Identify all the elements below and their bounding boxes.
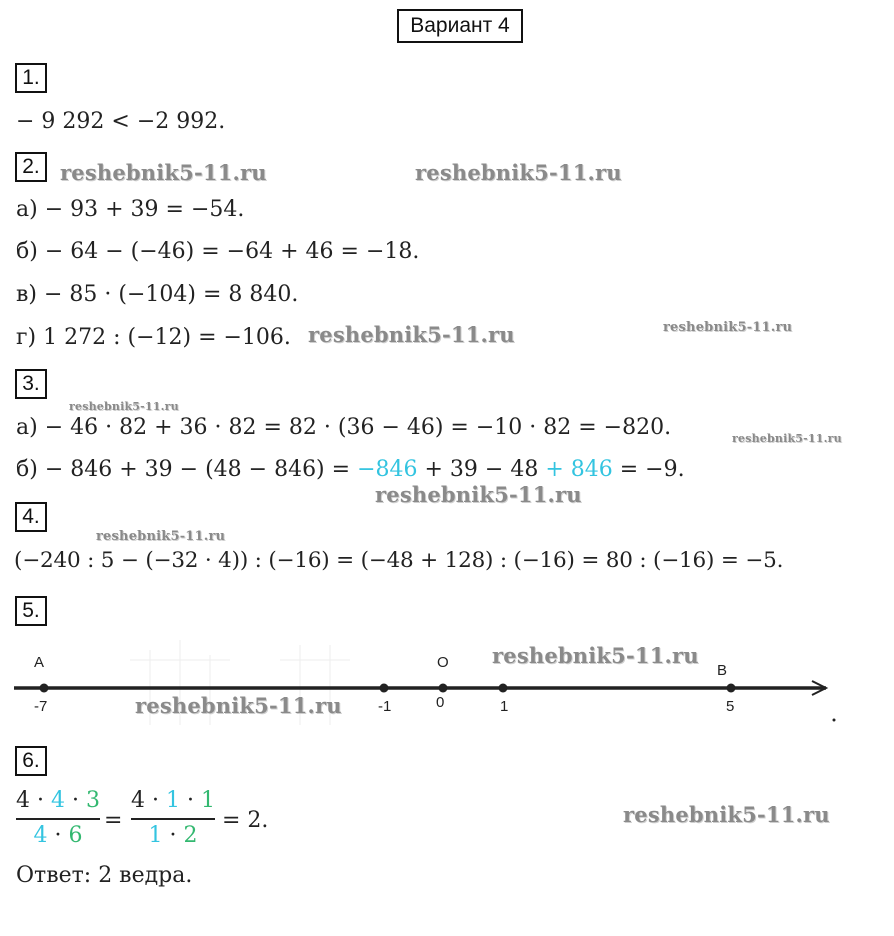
point-b bbox=[727, 684, 736, 693]
f2-num-c: · bbox=[179, 788, 201, 813]
task-4-number: 4. bbox=[15, 502, 47, 532]
variant-title: Вариант 4 bbox=[397, 9, 523, 43]
f2-num-d: 1 bbox=[200, 788, 215, 813]
fraction-1 bbox=[16, 786, 100, 851]
watermark: reshebnik5-11.ru bbox=[623, 802, 830, 827]
point-a bbox=[40, 684, 49, 693]
f1-num-c: · bbox=[64, 788, 86, 813]
task-5-number: 5. bbox=[15, 596, 47, 626]
task-3-b-pre: б) − 846 + 39 − (48 − 846) = bbox=[16, 457, 358, 482]
task-1-number: 1. bbox=[15, 63, 47, 93]
f1-num-b: 4 bbox=[50, 788, 65, 813]
label-b: B bbox=[717, 662, 728, 679]
fraction-1-denominator bbox=[33, 821, 82, 851]
task-1-line: − 9 292 < −2 992. bbox=[16, 109, 226, 134]
f1-den-a: 4 bbox=[33, 822, 48, 848]
watermark: reshebnik5-11.ru bbox=[663, 320, 793, 335]
watermark: reshebnik5-11.ru bbox=[375, 482, 582, 507]
label-a: A bbox=[34, 654, 45, 671]
fraction-2-bar bbox=[131, 818, 215, 820]
tick-label-one: 1 bbox=[500, 698, 509, 715]
task-4-line: (−240 : 5 − (−32 · 4)) : (−16) = (−48 + 128) : (−16) = 80 : (−16) = −5. bbox=[14, 548, 784, 573]
fraction-1-bar bbox=[16, 818, 100, 820]
task-3-b-highlight-1: −846 bbox=[357, 457, 418, 482]
dot-mark bbox=[833, 719, 836, 722]
fraction-2 bbox=[131, 786, 215, 851]
task-6-number: 6. bbox=[15, 746, 47, 776]
fraction-1-numerator bbox=[16, 786, 100, 816]
task-3-a: а) − 46 · 82 + 36 · 82 = 82 · (36 − 46) = −10 · 82 = −820. bbox=[16, 415, 672, 440]
task-2-c: в) − 85 · (−104) = 8 840. bbox=[16, 282, 299, 307]
watermark: reshebnik5-11.ru bbox=[60, 160, 267, 185]
watermark: reshebnik5-11.ru bbox=[492, 643, 699, 668]
point-origin bbox=[439, 684, 448, 693]
tick-label-minus-1: -1 bbox=[378, 698, 392, 715]
point-minus-one bbox=[380, 684, 389, 693]
watermark: reshebnik5-11.ru bbox=[308, 322, 515, 347]
task-3-number: 3. bbox=[15, 369, 47, 399]
f1-den-c: 6 bbox=[68, 822, 83, 848]
f1-den-b: · bbox=[47, 822, 69, 848]
task-2-number: 2. bbox=[15, 152, 47, 182]
task-2-a: а) − 93 + 39 = −54. bbox=[16, 197, 245, 222]
task-3-b-post: = −9. bbox=[612, 457, 685, 482]
equals-1: = bbox=[104, 808, 123, 833]
point-one bbox=[499, 684, 508, 693]
tick-label-five: 5 bbox=[726, 698, 735, 715]
watermark: reshebnik5-11.ru bbox=[69, 400, 179, 413]
f1-num-a: 4 · bbox=[16, 788, 51, 813]
f2-den-c: 2 bbox=[183, 822, 198, 848]
fraction-2-denominator bbox=[148, 821, 197, 851]
watermark: reshebnik5-11.ru bbox=[135, 693, 342, 718]
watermark: reshebnik5-11.ru bbox=[415, 160, 622, 185]
tick-label-zero: 0 bbox=[436, 694, 445, 711]
task-3-b bbox=[16, 456, 685, 484]
task-3-b-mid: + 39 − 48 bbox=[417, 457, 546, 482]
f2-den-b: · bbox=[162, 822, 184, 848]
f2-num-a: 4 · bbox=[131, 788, 166, 813]
task-6-result: = 2. bbox=[222, 808, 269, 833]
task-2-b: б) − 64 − (−46) = −64 + 46 = −18. bbox=[16, 239, 420, 264]
watermark: reshebnik5-11.ru bbox=[96, 529, 226, 544]
f2-den-a: 1 bbox=[148, 822, 163, 848]
fraction-2-numerator bbox=[131, 786, 215, 816]
tick-label-minus-7: -7 bbox=[34, 698, 48, 715]
f1-num-d: 3 bbox=[85, 788, 100, 813]
label-o: O bbox=[437, 654, 449, 671]
task-3-b-highlight-2: + 846 bbox=[545, 457, 613, 482]
task-6-answer: Ответ: 2 ведра. bbox=[16, 863, 193, 888]
watermark: reshebnik5-11.ru bbox=[732, 432, 842, 445]
f2-num-b: 1 bbox=[165, 788, 180, 813]
task-2-d: г) 1 272 : (−12) = −106. bbox=[16, 325, 291, 350]
